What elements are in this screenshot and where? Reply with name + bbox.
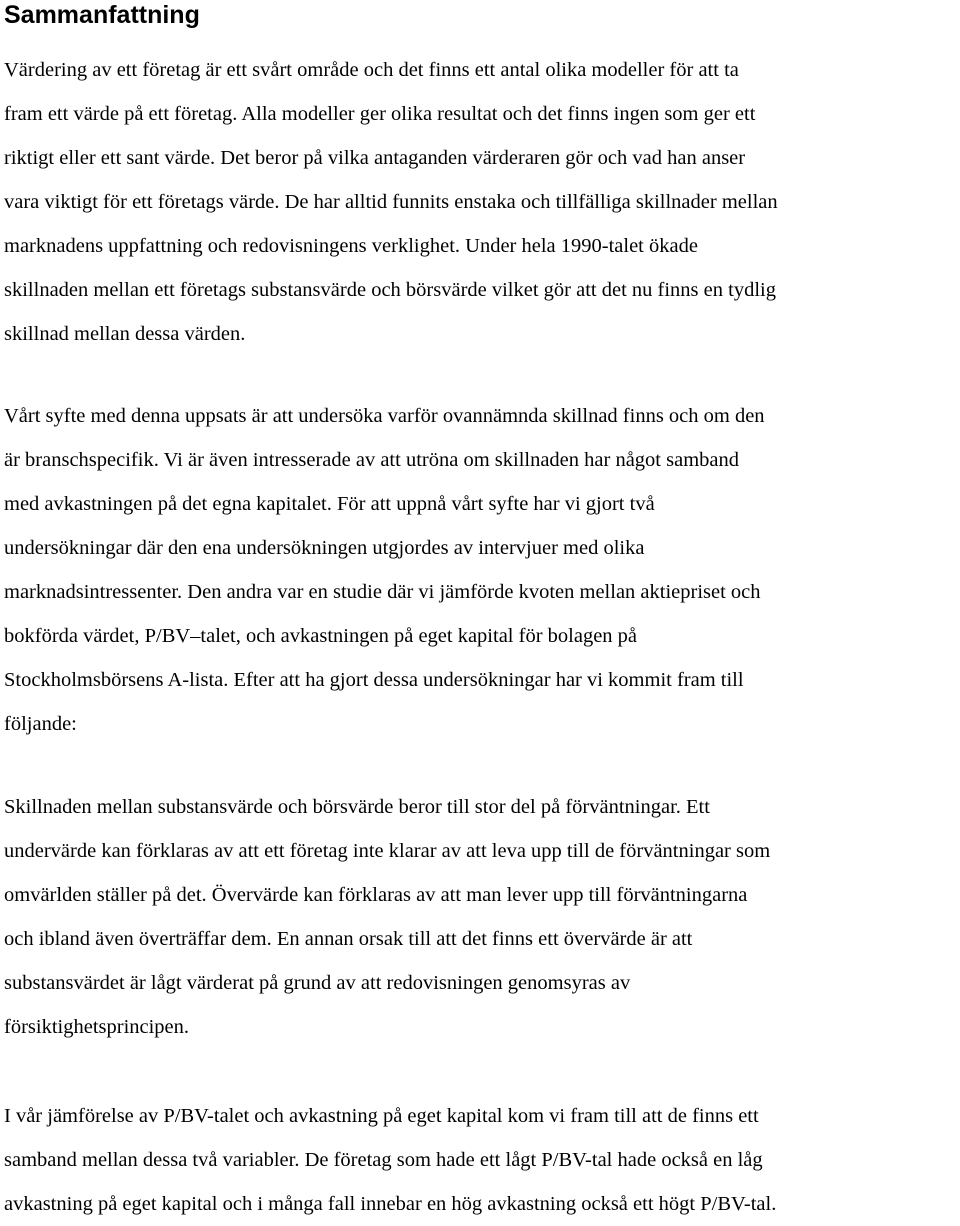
text-line: fram ett värde på ett företag. Alla modeller ger olika resultat och det finns ingen som ger ett: [4, 103, 756, 125]
text-line: skillnad mellan dessa värden.: [4, 323, 246, 345]
text-line: försiktighetsprincipen.: [4, 1016, 190, 1038]
text-line: undersökningar där den ena undersökningen utgjordes av intervjuer med olika: [4, 537, 645, 559]
text-line: marknadsintressenter. Den andra var en studie där vi jämförde kvoten mellan aktiepriset och: [4, 581, 761, 603]
text-line: avkastning på eget kapital och i många fall innebar en hög avkastning också ett högt P/BV-tal.: [4, 1193, 777, 1215]
paragraph-1: [4, 48, 778, 356]
paragraph-3: [4, 785, 770, 1049]
text-line: med avkastningen på det egna kapitalet. För att uppnå vårt syfte har vi gjort två: [4, 493, 655, 515]
text-line: riktigt eller ett sant värde. Det beror på vilka antaganden värderaren gör och vad han anser: [4, 147, 746, 169]
text-line: Skillnaden mellan substansvärde och börsvärde beror till stor del på förväntningar. Ett: [4, 796, 710, 818]
text-line: Värdering av ett företag är ett svårt område och det finns ett antal olika modeller för att ta: [4, 59, 739, 81]
text-line: I vår jämförelse av P/BV-talet och avkastning på eget kapital kom vi fram till att de finns ett: [4, 1105, 759, 1127]
text-line: vara viktigt för ett företags värde. De har alltid funnits enstaka och tillfälliga skillnader mellan: [4, 191, 778, 213]
text-line: Stockholmsbörsens A-lista. Efter att ha gjort dessa undersökningar har vi kommit fram till: [4, 669, 744, 691]
paragraph-2: [4, 394, 765, 746]
text-line: substansvärdet är lågt värderat på grund av att redovisningen genomsyras av: [4, 972, 631, 994]
document-page: [4, 0, 956, 1215]
text-line: Vårt syfte med denna uppsats är att undersöka varför ovannämnda skillnad finns och om den: [4, 405, 765, 427]
paragraph-4: [4, 1094, 776, 1226]
text-line: följande:: [4, 713, 77, 735]
text-line: skillnaden mellan ett företags substansvärde och börsvärde vilket gör att det nu finns en tydlig: [4, 279, 776, 301]
text-line: är branschspecifik. Vi är även intresserade av att utröna om skillnaden har något samband: [4, 449, 739, 471]
page-title: Sammanfattning: [4, 1, 200, 29]
text-line: marknadens uppfattning och redovisningens verklighet. Under hela 1990-talet ökade: [4, 235, 698, 257]
text-line: omvärlden ställer på det. Övervärde kan förklaras av att man lever upp till förväntningarna: [4, 884, 748, 906]
text-line: undervärde kan förklaras av att ett företag inte klarar av att leva upp till de förväntningar som: [4, 840, 771, 862]
text-line: samband mellan dessa två variabler. De företag som hade ett lågt P/BV-tal hade också en låg: [4, 1149, 763, 1171]
text-line: och ibland även överträffar dem. En annan orsak till att det finns ett övervärde är att: [4, 928, 693, 950]
text-line: bokförda värdet, P/BV–talet, och avkastningen på eget kapital för bolagen på: [4, 625, 638, 647]
